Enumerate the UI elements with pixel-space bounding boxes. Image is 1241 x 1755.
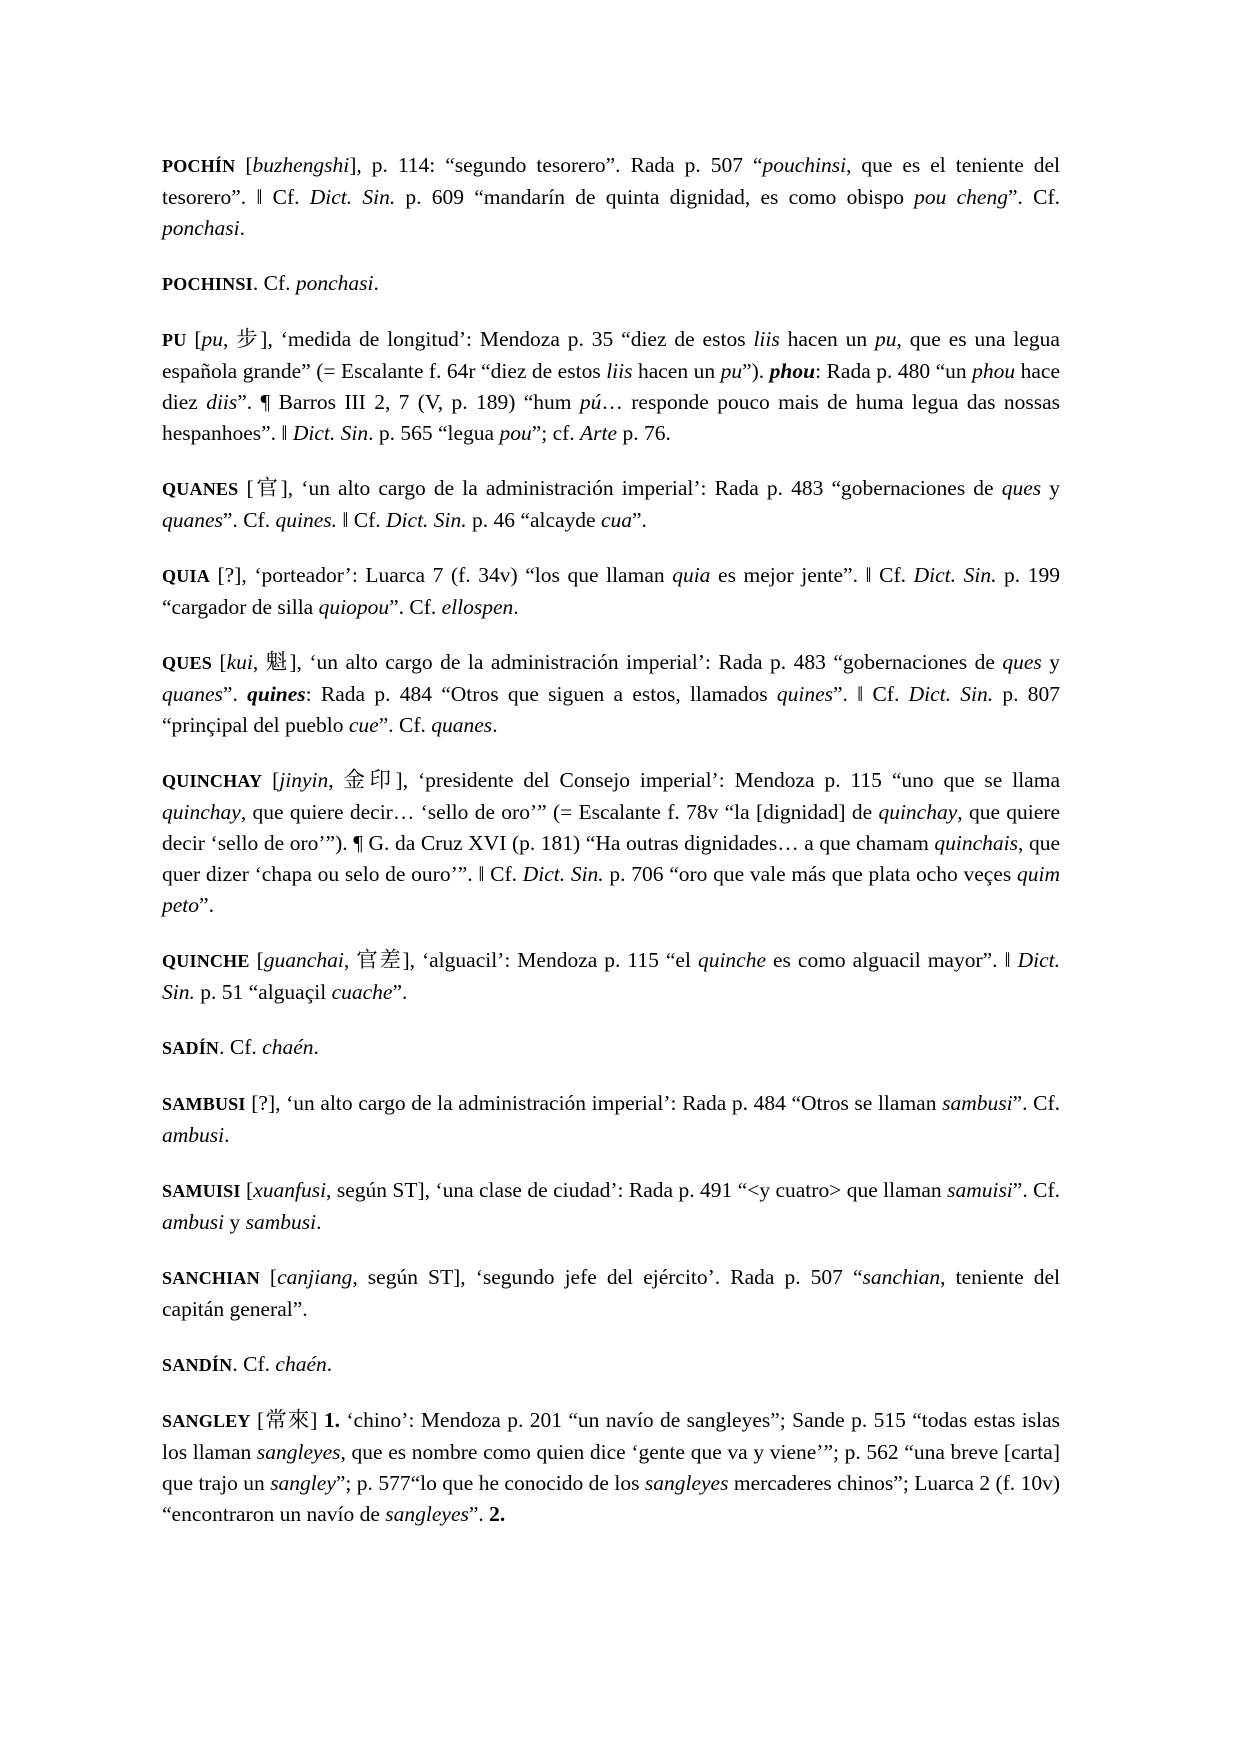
entry-text: hacen un [632,359,721,383]
entry-text: p. 51 “alguaçil [194,980,332,1004]
entry-text: ”. [632,508,647,532]
entry-text: quiopou [318,595,390,619]
entry-text: . p. 565 “legua [368,421,500,445]
entry-text: jinyin [279,768,329,792]
entry-text: [ [211,650,227,674]
entry-text: , 金印], ‘presidente del Consejo imperial’: Mendoza p. 115 “uno que se llama [328,768,1060,792]
entry-text: Dict. Sin. [913,563,997,587]
entry-text: , teniente del capitán general”. [162,1265,1060,1321]
entry-text: sangleyes [385,1502,469,1526]
entry [162,945,1060,1008]
entry-text: ”; p. 577“lo que he conocido de los [335,1471,645,1495]
entry-text: ”. Cf. [389,595,442,619]
entry-text: ques [1001,476,1042,500]
entry-text: cue [348,713,379,737]
entry-text: ”. Cf. [1012,1091,1060,1115]
entry-text: ‘chino’: Mendoza p. 201 “un navío de sangleyes”; Sande p. 515 “todas estas islas los llaman [162,1408,1060,1464]
entry-headword: SADÍN [162,1038,220,1058]
entry-text: quinchay [878,800,958,824]
entry-text: xuanfusi [253,1178,327,1202]
entry-text: , según ST], ‘segundo jefe del ejército’. Rada p. 507 “ [352,1265,863,1289]
entry-headword: SAMBUSI [162,1094,246,1114]
entry-text: p. 609 “mandarín de quinta dignidad, es como obispo [395,185,915,209]
entry-text: es mejor jente”. ‖ Cf. [710,563,914,587]
entry-text: ”. [392,980,408,1004]
entry-text: diis [206,390,238,414]
entry-text: . Cf. [252,271,296,295]
entry [162,560,1060,623]
entry-text: sangley [270,1471,336,1495]
entry-text: p. 46 “alcayde [466,508,601,532]
entry-text: quanes [162,682,223,706]
entry-text: y [1041,650,1060,674]
entry-text: Dict. Sin. [522,862,604,886]
entry-text: ponchasi [162,216,240,240]
entry-text: ”; cf. [531,421,581,445]
entry-text: quinchay [162,800,241,824]
entry-text: y [224,1210,246,1234]
entry-text: hacen un [779,327,876,351]
entry-text: kui [226,650,253,674]
entry-headword: QUINCHAY [162,771,263,791]
entry [162,1032,1060,1064]
entry-text: pu [720,359,743,383]
entry-text: , que quiere decir… ‘sello de oro’” (= Escalante f. 78v “la [dignidad] de [240,800,879,824]
entry-text: , que es nombre como quien dice ‘gente que va y viene’”; p. 562 “una breve [carta] que trajo un [162,1440,1060,1495]
entry-text: Dict. Sin. [386,508,467,532]
entry-text: quines [247,682,306,706]
entry [162,1088,1060,1151]
entry-text: ”. Cf. [222,508,276,532]
glossary-entries [162,150,1060,1554]
entry-text: [ [262,768,280,792]
entry-text: guanchai [263,948,344,972]
entry-text: [?], ‘porteador’: Luarca 7 (f. 34v) “los que llaman [209,563,673,587]
entry [162,473,1060,536]
entry-text: , 官差], ‘alguacil’: Mendoza p. 115 “el [343,948,698,972]
entry-text: liis [606,359,633,383]
entry-text: pou [499,421,532,445]
entry-text: . [224,1123,230,1147]
entry-text: p. 706 “oro que vale más que plata ocho veçes [603,862,1017,886]
entry-text: es como alguacil mayor”. ‖ [766,948,1018,972]
entry-text: buzhengshi [252,153,350,177]
entry [162,1405,1060,1530]
entry-headword: QUES [162,653,212,673]
entry-headword: SANGLEY [162,1411,251,1431]
entry-text: quines. [275,508,337,532]
entry-text: cua [600,508,633,532]
entry-text: pouchinsi [762,153,847,177]
entry-text: sambusi [942,1091,1013,1115]
entry-text: . [239,216,246,240]
entry-text: pú [579,390,602,414]
entry-headword: POCHINSI [162,274,253,294]
entry-text: , según ST], ‘una clase de ciudad’: Rada p. 491 “<y cuatro> que llaman [326,1178,948,1202]
entry-text: 2. [489,1502,506,1526]
entry-text: quim peto [162,862,1060,917]
entry-text: samuisi [947,1178,1013,1202]
entry [162,324,1060,449]
entry [162,647,1060,741]
entry-text: ”. ¶ Barros III 2, 7 (V, p. 189) “hum [237,390,580,414]
entry-text: hace diez [162,359,1060,414]
entry-text: : Rada p. 484 “Otros que siguen a estos, llamados [305,682,777,706]
entry-text: . [316,1210,322,1234]
entry-headword: SANCHIAN [162,1268,260,1288]
entry-text: mercaderes chinos”; Luarca 2 (f. 10v) “encontraron un navío de [162,1471,1060,1526]
entry-text: Dict. Sin. [908,682,994,706]
entry-text: [ [186,327,202,351]
entry-text: 1. [323,1408,340,1432]
entry-text: y [1041,476,1060,500]
entry-text: , que es una legua española grande” (= Escalante f. 64r “diez de estos [162,327,1060,383]
entry-text: sambusi [245,1210,317,1234]
entry-text: ”). [742,359,770,383]
entry-text: quanes [431,713,493,737]
entry-text: canjiang [277,1265,353,1289]
entry-text: … responde pouco mais de huma legua das nossas hespanhoes”. ‖ [162,390,1060,445]
entry-headword: PU [162,330,187,350]
entry-text: sangleyes [644,1471,729,1495]
entry-text: sangleyes [256,1440,341,1464]
entry-text: ellospen [441,595,514,619]
entry-headword: SANDÍN [162,1355,233,1375]
entry-text: p. 76. [617,421,671,445]
entry [162,1262,1060,1325]
entry-text: [官], ‘un alto cargo de la administración imperial’: Rada p. 483 “gobernaciones de [238,476,1002,500]
entry-text: p. 199 “cargador de silla [162,563,1060,619]
entry-text: quia [672,563,711,587]
entry-text: Dict. Sin. [162,948,1060,1004]
entry-text: ”. ‖ Cf. [832,682,909,706]
entry-text: [ [249,948,264,972]
entry-text: . [313,1035,319,1059]
entry [162,765,1060,921]
entry-text: Arte [580,421,618,445]
entry-text: . [373,271,379,295]
entry-text: ”. Cf. [378,713,432,737]
entry-headword: SAMUISI [162,1181,241,1201]
entry-text: [ [259,1265,278,1289]
entry-text: , que quer dizer ‘chapa ou selo de ouro’”. ‖ Cf. [162,831,1060,886]
entry-text: ”. [199,893,214,917]
entry-text: [常來] [250,1408,324,1432]
entry-headword: QUINCHE [162,951,250,971]
entry-text: ponchasi [295,271,374,295]
entry-text: ‖ Cf. [336,508,387,532]
entry-text: , 魁], ‘un alto cargo de la administración imperial’: Rada p. 483 “gobernaciones de [252,650,1003,674]
entry-text: ambusi [162,1123,225,1147]
entry-text: phou [972,359,1016,383]
entry-text: quinchais [934,831,1019,855]
entry [162,1349,1060,1381]
entry-text: . Cf. [219,1035,263,1059]
entry-text: . Cf. [232,1352,276,1376]
entry-text: cuache [331,980,393,1004]
entry-text: Dict. Sin [292,421,369,445]
entry-text: , que es el teniente del tesorero”. ‖ Cf. [162,153,1060,209]
entry-text: , que quiere decir ‘sello de oro’”). ¶ G. da Cruz XVI (p. 181) “Ha outras dignidades… a que chamam [162,800,1061,855]
entry-text: pou cheng [914,185,1008,209]
entry [162,268,1060,300]
entry-text: ”. [222,682,248,706]
entry-text: [ [235,153,253,177]
entry [162,1175,1060,1238]
entry-text: . [326,1352,333,1376]
entry-text: sanchian [862,1265,941,1289]
entry-text: : Rada p. 480 “un [815,359,973,383]
entry-text: ], p. 114: “segundo tesorero”. Rada p. 507 “ [349,153,763,177]
entry-text: chaén [262,1035,314,1059]
entry-text: ques [1002,650,1042,674]
entry [162,150,1060,244]
entry-text: ”. Cf. [1012,1178,1060,1202]
entry-headword: QUANES [162,479,239,499]
entry-text: [?], ‘un alto cargo de la administración imperial’: Rada p. 484 “Otros se llaman [245,1091,943,1115]
entry-text: ”. Cf. [1007,185,1060,209]
entry-text: ”. [468,1502,490,1526]
entry-text: , 步], ‘medida de longitud’: Mendoza p. 35 “diez de estos [223,327,754,351]
entry-text: phou [769,359,816,383]
entry-text: chaén [275,1352,327,1376]
entry-text: quinche [697,948,766,972]
entry-headword: POCHÍN [162,156,236,176]
entry-text: pu [201,327,224,351]
entry-text: . [492,713,498,737]
entry-text: . [513,595,519,619]
entry-text: pu [875,327,897,351]
entry-text: quanes [162,508,223,532]
entry-text: [ [240,1178,254,1202]
entry-text: p. 807 “prinçipal del pueblo [162,682,1061,737]
entry-headword: QUIA [162,566,210,586]
entry-text: ambusi [162,1210,225,1234]
entry-text: Dict. Sin. [309,185,396,209]
entry-text: liis [753,327,780,351]
entry-text: quines [776,682,833,706]
